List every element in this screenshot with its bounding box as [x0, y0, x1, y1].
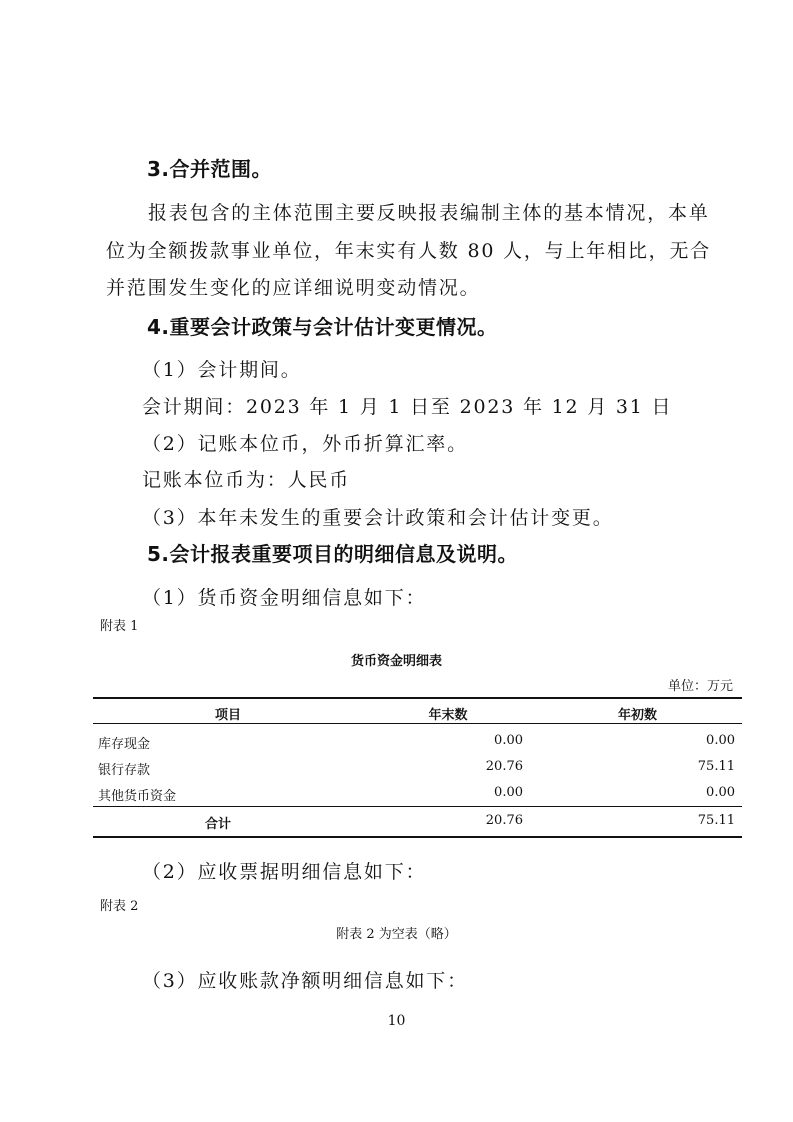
table-header-begin: 年初数	[617, 708, 657, 723]
row-begin: 0.00	[706, 733, 735, 748]
table-2-label: 附表 2	[100, 899, 139, 914]
table-1-label: 附表 1	[100, 619, 139, 634]
table-header-end: 年末数	[428, 708, 468, 723]
section-5-sub-2: （2）应收票据明细信息如下：	[142, 861, 427, 883]
accounting-period-value: 会计期间：2023 年 1 月 1 日至 2023 年 12 月 31 日	[142, 396, 673, 418]
row-end: 0.00	[494, 785, 523, 800]
section-3-paragraph-line-3: 并范围发生变化的应详细说明变动情况。	[106, 277, 481, 299]
section-3-paragraph-line-1: 报表包含的主体范围主要反映报表编制主体的基本情况，本单	[148, 202, 710, 224]
section-4-heading: 4.重要会计政策与会计估计变更情况。	[147, 315, 498, 339]
row-begin: 75.11	[697, 759, 735, 774]
total-end: 20.76	[485, 813, 523, 828]
table-1-unit: 单位：万元	[667, 679, 733, 694]
row-item: 银行存款	[98, 763, 151, 778]
table-header-item: 项目	[214, 708, 241, 723]
section-5-sub-3: （3）应收账款净额明细信息如下：	[142, 970, 468, 992]
section-5-heading: 5.会计报表重要项目的明细信息及说明。	[147, 542, 519, 566]
table-top-rule	[93, 697, 742, 699]
row-end: 20.76	[485, 759, 523, 774]
page-number: 10	[387, 1013, 406, 1029]
table-header-rule	[93, 723, 742, 724]
policy-change-item: （3）本年未发生的重要会计政策和会计估计变更。	[142, 507, 614, 529]
row-item: 库存现金	[98, 737, 151, 752]
section-3-paragraph-line-2: 位为全额拨款事业单位，年末实有人数 80 人，与上年相比，无合	[106, 240, 712, 262]
total-item: 合计	[204, 817, 231, 832]
row-end: 0.00	[494, 733, 523, 748]
accounting-period-item: （1）会计期间。	[142, 359, 302, 381]
currency-value: 记账本位币为：人民币	[142, 469, 351, 491]
section-3-heading: 3.合并范围。	[147, 157, 273, 181]
table-total-rule	[93, 806, 742, 807]
table-1-title: 货币资金明细表	[350, 654, 442, 669]
table-2-note: 附表 2 为空表（略）	[336, 927, 457, 942]
section-5-sub-1: （1）货币资金明细信息如下：	[142, 587, 427, 609]
total-begin: 75.11	[697, 813, 735, 828]
table-bottom-rule	[93, 836, 742, 838]
row-item: 其他货币资金	[98, 789, 177, 804]
row-begin: 0.00	[706, 785, 735, 800]
currency-item: （2）记账本位币，外币折算汇率。	[142, 433, 468, 455]
